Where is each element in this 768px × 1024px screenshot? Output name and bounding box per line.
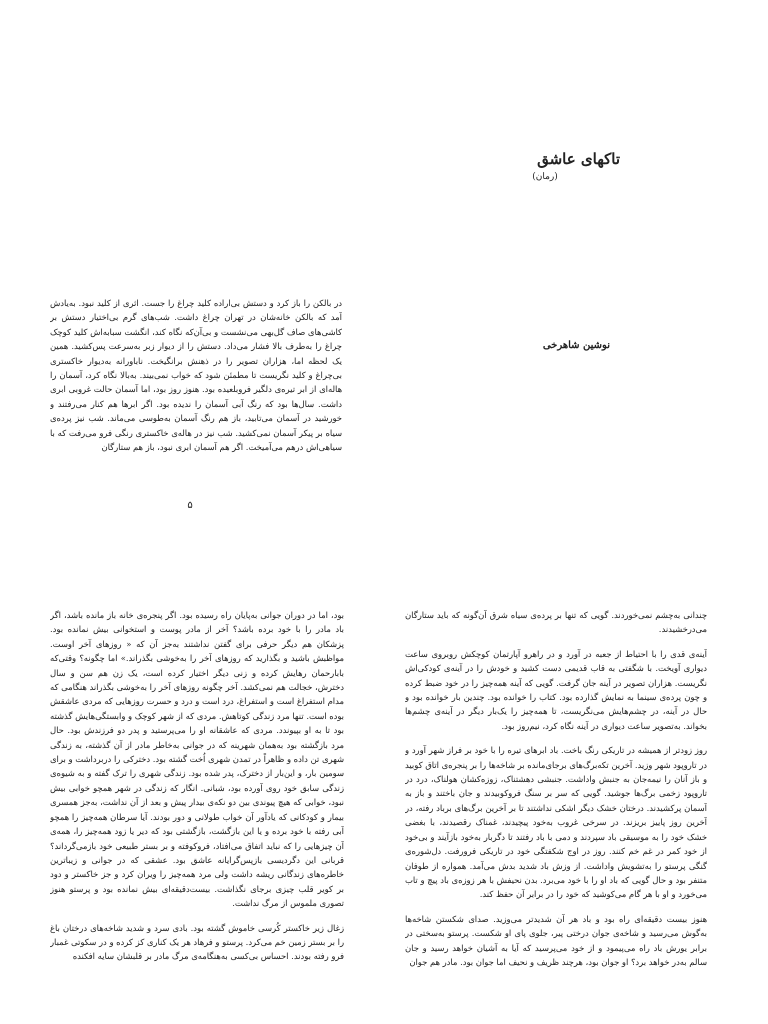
- paragraph: آینه‌ی قدی را با احتیاط از جعبه در آورد و در راهرو آپارتمان کوچکش روبروی ساعت دیواری آویخت. با شگفتی به قاب قدیمی دست کشید و خودش را در آینه‌ی کودکی‌اش نگریست. هزاران تصویر در آینه جان گرفت. گویی که آینه همه‌چیز را در خود ضبط کرده و چون پرده‌ی سینما به نمایش گذارده بود. کتاب را خوانده بود. چندین بار خوانده بود و حال در آینه، در چشم‌هایش می‌نگریست، تا همه‌چیز را یک‌بار دیگر در آینه‌ی چشم‌ها بخواند. به‌تصویر ساعت دیواری در آینه نگاه کرد، نیم‌روز بود.: [405, 648, 707, 731]
- paragraph: بود، اما در دوران جوانی به‌پایان راه رسیده بود. اگر پنجره‌ی خانه باز مانده باشد، اگر باد مادر را با خود برده باشد؟ آخر از مادر پوست و استخوانی بیش نمانده بود. پزشکان هم دیگر حرفی برای گفتن نداشتند به‌جز آن که « روزهای آخر اوست. مواظبش باشید و بگذارید که روزهای آخر را به‌خوشی بگذراند.» اما چگونه؟ وقتی‌که بابارحمان رهایش کرده و زنی دیگر اختیار کرده است، یک زن هم سن و سال دخترش، خجالت هم نمی‌کشد. آخر چگونه روزهای آخر را به‌خوشی بگذراند هنگامی که مدام استفراغ است و استفراغ، درد است و درد و حسرت روزهایی که مردی عاشقش بوده است. تنها مرد زندگی کوتاهش. مردی که از شهر کوچک و وابستگی‌هایش گذشته بود تا به او بپیوندد. مردی که عاشقانه او را می‌پرستید و پدر دو فرزندش بود. حال مرد بازگشته بود به‌همان شهرینه که در جوانی به‌خاطر مادر از آن گذشته، به زندگی شهری تن داده و ظاهراً در تمدن شهری اُخت گشته بود. دخترکی را در‌بر‌داشت و برای سومین بار، و این‌بار از دخترک، پدر شده بود. زندگی شهری را ترک گفته و به شیوه‌ی زندگی سابق خود روی آورده بود، شبانی. انگار که زندگی در شهر همچو خوابی بیش نبود، خوابی که هیچ پیوندی بین دو نکه‌ی بیدار پیش و بعد از آن نداشت، به‌جز همسری بیمار و کودکانی که یادآور آن خواب طولانی و دور بودند. آیا سرطان همه‌چیز را همچو آبی رفته با خود برده و یا این بازگشت، بازگشتی بود که دیر یا زود همه‌چیز را، همه‌ی آن چیزهایی را که نباید اتفاق می‌افتاد، فروکوفته و بر بستر طبیعی خود بازمی‌گرداند؟ قربانی این دگردیسی بازپس‌گرایانه عاشق بود. عشقی که در جوانی و زیباترین خاطره‌های زندگانی ریشه داشت ولی مرد همه‌چیز را ویران کرد و جز خاکستر و دود بر کویر قلب چیزی برجای نگذاشت. بیست‌دقیقه‌ای بیش نمانده بود و پرستو هنوز تصوری ملموس از مرگ نداشت.: [50, 610, 344, 909]
- paragraph: در بالکن را باز کرد و دستش بی‌اراده کلید چراغ را جست. اثری از کلید نبود. به‌یادش آمد که بالکن خانه‌شان در تهران چراغ داشت. شب‌های گرم بی‌اختیار دستش بر کاشی‌های صاف گل‌بهی می‌نشست و بی‌آن‌که نگاه کند، انگشت سبابه‌اش کلید کوچک چراغ را به‌طرف بالا فشار می‌داد. دستش را از دیوار زبر به‌سرعت پس‌کشید. همین یک لحظه اما، هزاران تصویر را در ذهنش برانگیخت. ناباورانه به‌دیوار خاکستری بی‌چراغ و کلید نگریست تا مطمئن شود که خواب نمی‌بیند. به‌بالا نگاه کرد، آسمان را هاله‌ای از ابر تیره‌ی دلگیر فروبلعیده بود. هنوز روز بود، اما آسمان حالت غروبی ابری داشت. سال‌ها بود که رنگ آبی آسمان را ندیده بود. اگر ابرها هم کنار می‌رفتند و خورشید در آسمان می‌تابید، باز هم رنگ آسمان به‌طوسی می‌ماند. شب نیز پرده‌ی سیاه بر پیکر آسمان نمی‌کشید. شب نیز در هاله‌ی خاکستری رنگی فرو می‌رفت که با سیاهی‌اش درهم می‌آمیخت. اگر هم آسمان ابری نبود، باز هم ستارگان: [50, 298, 342, 453]
- author-name: نوشین شاهرخی: [542, 340, 610, 351]
- page-number: ۵: [187, 500, 193, 511]
- book-subtitle: (رمان): [532, 172, 558, 182]
- paragraph: چندانی به‌چشم نمی‌خوردند. گویی که تنها بر پرده‌ی سیاه شرق آن‌گونه که باید ستارگان می‌درخشیدند.: [405, 610, 707, 635]
- left-column: [50, 608, 344, 1024]
- paragraph: هنوز بیست دقیقه‌ای راه بود و باد هر آن شدیدتر می‌وزید. صدای شکستن شاخه‌ها به‌گوش می‌رسید و شاخه‌ی جوان درختی پیر، جلوی پای او شکست. پرستو به‌سختی در برابر یورش باد راه می‌پیمود و از خود می‌پرسید که آیا به آشیان خواهد رسید و جان سالم به‌در خواهد برد؟ او جوان بود، هرچند ظریف و نحیف اما جوان بود. مادر هم جوان: [405, 913, 707, 967]
- book-title: تاکهای عاشق: [537, 150, 620, 168]
- right-column: [405, 608, 707, 1024]
- paragraph: زغال زیر خاکستر کُرسی خاموش گشته بود. بادی سرد و شدید شاخه‌های درختان باغ را بر بستر زمین خم می‌کرد. پرستو و فرهاد هر یک کناری کز کرده و در سکوتی غمبار فرو رفته بودند. احساس بی‌کسی به‌هنگامه‌ی مرگ مادر بر قلبشان سایه افکنده: [50, 922, 344, 962]
- opening-paragraph: [50, 296, 342, 486]
- paragraph: روز زودتر از همیشه در تاریکی رنگ باخت. باد ابرهای تیره را با خود بر فراز شهر آورد و در تاروپود شهر وزید. آخرین تکه‌برگ‌های برجای‌مانده بر شاخه‌ها را بر پنجره‌ی اتاق کوبید و باز آنان را نیمه‌جان به جنبش واداشت. جنبشی دهشتناک، زوزه‌کشان هولناک، درد در تاروپود زخمی برگ‌ها جوشید. گویی که سر بر سنگ فروکوبیدند و جان باختند و باز به آسمان پرکشیدند. درختان خشک دیگر اشکی نداشتند تا بر آخرین برگ‌های برباد رفته، در آخرین روز پاییز بریزند. در سرخی غروب به‌خود پیچیدند، غمناک رقصیدند، با بغضی خشک خود را به موسیقی باد سپردند و دمی با باد رفتند تا دگربار به‌خود بازآیند و بی‌خود از خود کمر در غم خم کنند. روز در اوج شکفتگی خود در تاریکی فرورفت. دل‌شوره‌ی گنگی پرستو را به‌تشویش واداشت. از وزش باد شدید بدش می‌آمد. همواره از طوفان متنفر بود و حال گویی که باد او را با خود می‌برد. بدن نحیفش با هر زوزه‌ی باد پیچ و تاب می‌خورد و او با هر گام می‌کوشید که خود را در برابر آن حفظ کند.: [405, 745, 707, 900]
- text-spread: [0, 588, 768, 1024]
